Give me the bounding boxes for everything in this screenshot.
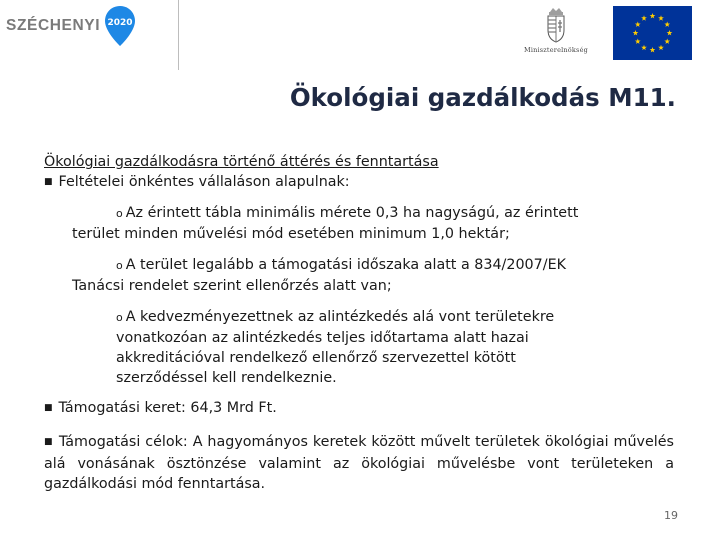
- budget-label: Támogatási keret:: [58, 400, 186, 416]
- sub-item-text: akkreditációval rendelkező ellenőrző szervezettel kötött: [116, 350, 516, 366]
- slide-body: [44, 152, 674, 494]
- goals-text: A hagyományos keretek között művelt területek ökológiai művelés alá vonásának ösztönzése valamint az ökológiai művelésbe vont területeken a gazdálkodási mód fenntartása.: [44, 434, 674, 492]
- ministry-label: Miniszterelnökség: [523, 46, 589, 54]
- circle-bullet-icon: o: [116, 259, 123, 272]
- square-bullet-icon: ■: [44, 437, 53, 447]
- budget-unit: Mrd Ft.: [226, 400, 277, 416]
- bullet-goals: [44, 432, 674, 494]
- sub-item-contract: [116, 307, 674, 388]
- square-bullet-icon: ■: [44, 403, 53, 413]
- sub-item-text: Az érintett tábla minimális mérete 0,3 ha nagyságú, az érintett: [125, 205, 579, 221]
- sub-item-text: Tanácsi rendelet szerint ellenőrzés alatt van;: [72, 278, 392, 294]
- sub-item-text: szerződéssel kell rendelkeznie.: [116, 370, 337, 386]
- circle-bullet-icon: o: [116, 207, 123, 220]
- sub-item-text: terület minden művelési mód esetében minimum 1,0 hektár;: [72, 226, 510, 242]
- circle-bullet-icon: o: [116, 311, 123, 324]
- bullet-conditions: [44, 172, 674, 194]
- map-pin-icon: [103, 4, 137, 48]
- ministry-logo: [519, 6, 593, 54]
- szechenyi-2020-logo: [6, 4, 137, 48]
- sub-item-control: [72, 255, 674, 296]
- sub-item-min-size: [72, 203, 674, 244]
- page-number: 19: [664, 509, 678, 522]
- hungarian-coat-of-arms-icon: [545, 6, 567, 44]
- bullet-budget: [44, 398, 674, 420]
- logo-text: SZÉCHENYI: [6, 17, 101, 34]
- budget-value: 64,3: [190, 400, 223, 416]
- section-subtitle: Ökológiai gazdálkodásra történő áttérés és fenntartása: [44, 154, 439, 170]
- page-title: Ökológiai gazdálkodás M11.: [289, 83, 676, 112]
- logo-year: 2020: [107, 18, 133, 28]
- bullet-conditions-text: Feltételei önkéntes vállaláson alapulnak:: [58, 174, 350, 190]
- eu-flag-icon: [613, 6, 692, 60]
- sub-item-text: A terület legalább a támogatási időszaka alatt a 834/2007/EK: [125, 257, 566, 273]
- goals-label: Támogatási célok:: [58, 434, 188, 450]
- header-divider: [178, 0, 179, 70]
- sub-item-text: vonatkozóan az alintézkedés teljes időtartama alatt hazai: [116, 330, 529, 346]
- sub-item-text: A kedvezményezettnek az alintézkedés alá vont területekre: [125, 309, 555, 325]
- square-bullet-icon: ■: [44, 177, 53, 187]
